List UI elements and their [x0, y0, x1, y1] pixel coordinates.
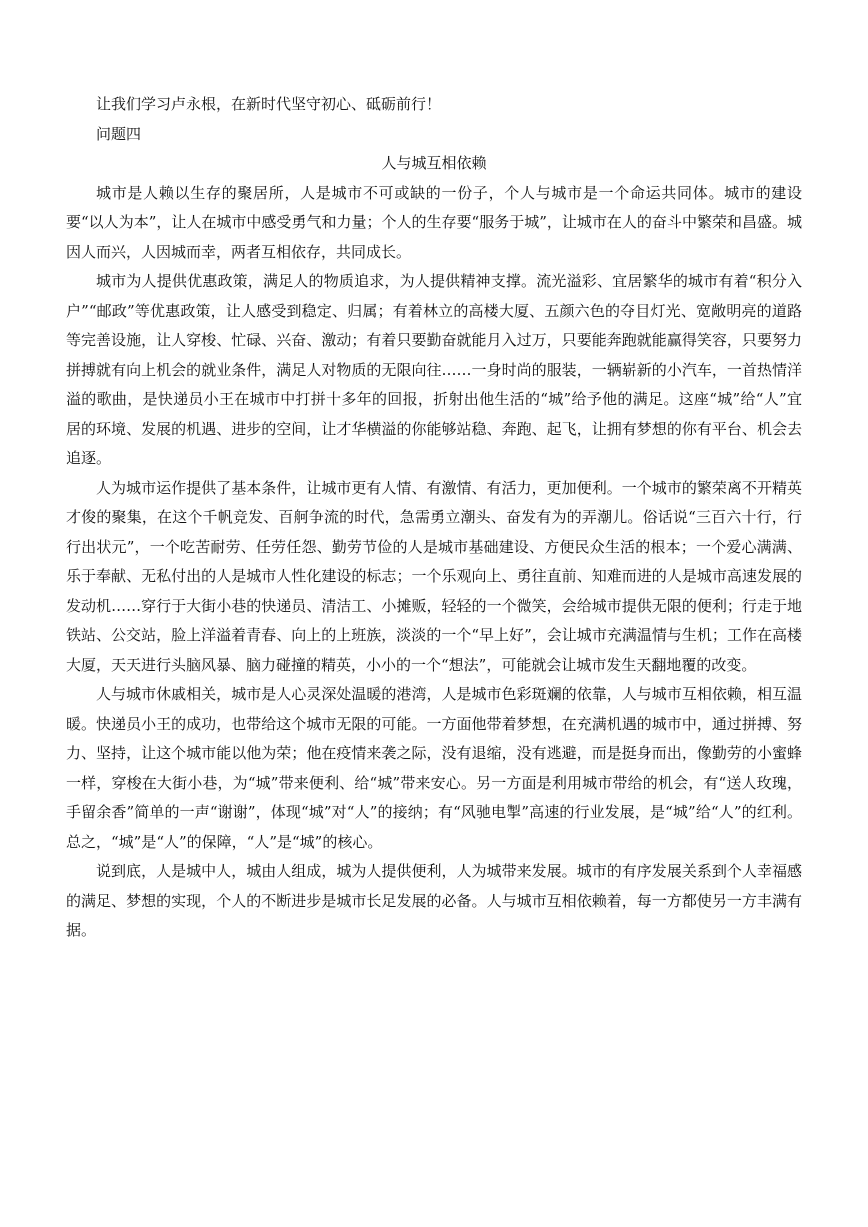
- paragraph-4: 人与城市休戚相关，城市是人心灵深处温暖的港湾，人是城市色彩斑斓的依靠，人与城市互相依赖，相互温暖。快递员小王的成功，也带给这个城市无限的可能。一方面他带着梦想，在充满机遇的城市中，通过拼搏、努力、坚持，让这个城市能以他为荣；他在疫情来袭之际，没有退缩，没有逃避，而是挺身而出，像勤劳的小蜜蜂一样，穿梭在大街小巷，为“城”带来便利、给“城”带来安心。另一方面是利用城市带给的机会，有“送人玫瑰，手留余香”简单的一声“谢谢”，体现“城”对“人”的接纳；有“风驰电掣”高速的行业发展，是“城”给“人”的红利。总之，“城”是“人”的保障，“人”是“城”的核心。: [66, 685, 802, 851]
- paragraph-1: 城市是人赖以生存的聚居所，人是城市不可或缺的一份子，个人与城市是一个命运共同体。城市的建设要“以人为本”，让人在城市中感受勇气和力量；个人的生存要“服务于城”，让城市在人的奋斗中繁荣和昌盛。城因人而兴，人因城而幸，两者互相依存，共同成长。: [66, 183, 802, 261]
- document-page: [66, 90, 802, 946]
- closing-line: 让我们学习卢永根，在新时代坚守初心、砥砺前行！: [96, 95, 442, 113]
- paragraph-3: 人为城市运作提供了基本条件，让城市更有人情、有激情、有活力，更加便利。一个城市的繁荣离不开精英才俊的聚集，在这个千帆竞发、百舸争流的时代，急需勇立潮头、奋发有为的弄潮儿。俗话说“三百六十行，行行出状元”，一个吃苦耐劳、任劳任怨、勤劳节俭的人是城市基础建设、方便民众生活的根本；一个爱心满满、乐于奉献、无私付出的人是城市人性化建设的标志；一个乐观向上、勇往直前、知难而进的人是城市高速发展的发动机……穿行于大街小巷的快递员、清洁工、小摊贩，轻轻的一个微笑，会给城市提供无限的便利；行走于地铁站、公交站，脸上洋溢着青春、向上的上班族，淡淡的一个“早上好”，会让城市充满温情与生机；工作在高楼大厦，天天进行头脑风暴、脑力碰撞的精英，小小的一个“想法”，可能就会让城市发生天翻地覆的改变。: [66, 478, 802, 674]
- paragraph-2: 城市为人提供优惠政策，满足人的物质追求，为人提供精神支撑。流光溢彩、宜居繁华的城市有着“积分入户”“邮政”等优惠政策，让人感受到稳定、归属；有着林立的高楼大厦、五颜六色的夺目灯光、宽敞明亮的道路等完善设施，让人穿梭、忙碌、兴奋、激动；有着只要勤奋就能月入过万，只要能奔跑就能赢得笑容，只要努力拼搏就有向上机会的就业条件，满足人对物质的无限向往……一身时尚的服装，一辆崭新的小汽车，一首热情洋溢的歌曲，是快递员小王在城市中打拼十多年的回报，折射出他生活的“城”给予他的满足。这座“城”给“人”宜居的环境、发展的机遇、进步的空间，让才华横溢的你能够站稳、奔跑、起飞，让拥有梦想的你有平台、机会去追逐。: [66, 272, 802, 467]
- paragraph-5: 说到底，人是城中人，城由人组成，城为人提供便利，人为城带来发展。城市的有序发展关系到个人幸福感的满足、梦想的实现，个人的不断进步是城市长足发展的必备。人与城市互相依赖着，每一方都使另一方丰满有据。: [66, 862, 802, 939]
- section-label: 问题四: [96, 124, 142, 143]
- essay-title: 人与城互相依赖: [381, 154, 487, 172]
